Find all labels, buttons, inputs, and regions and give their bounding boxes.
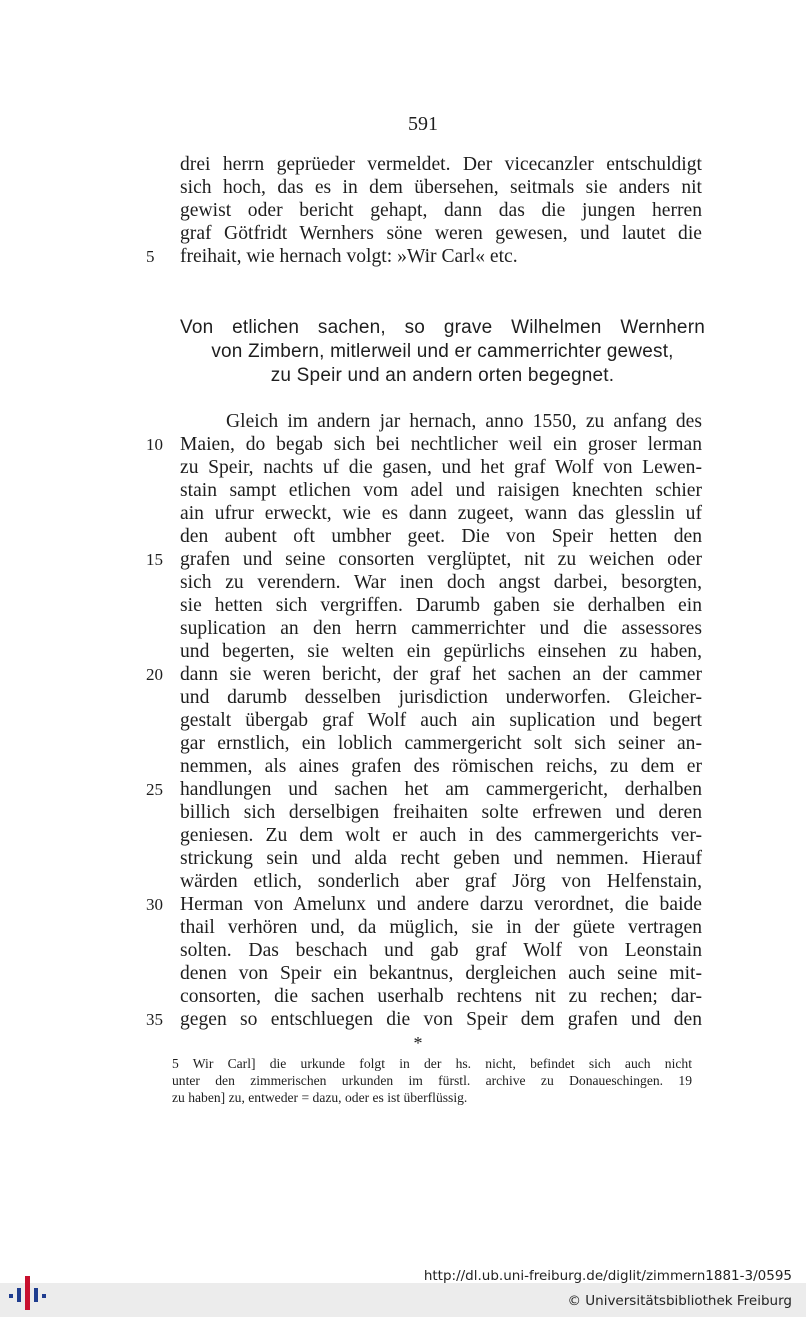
text-line	[180, 456, 702, 479]
line-text: zu Speir, nachts uf die gasen, und het graf Wolf von Lewen-	[180, 457, 702, 478]
line-text: gewist oder bericht gehapt, dann das die jungen herren	[180, 200, 702, 221]
text-line	[146, 1008, 702, 1031]
footnotes	[172, 1055, 692, 1106]
line-text: und darumb desselben jurisdiction underworfen. Gleicher-	[180, 687, 702, 708]
line-text: geniesen. Zu dem wolt er auch in des cammergerichts ver-	[180, 825, 702, 846]
heading-line-3: zu Speir und an andern orten begegnet.	[270, 365, 615, 386]
text-line	[180, 199, 702, 222]
line-text: Herman von Amelunx und andere darzu verordnet, die baide	[180, 894, 702, 915]
line-text: freihait, wie hernach volgt: »Wir Carl« etc.	[180, 246, 518, 267]
line-number: 15	[146, 550, 163, 569]
line-text: solten. Das beschach und gab graf Wolf von Leonstain	[180, 940, 702, 961]
line-text: dann sie weren bericht, der graf het sachen an der cammer	[180, 664, 702, 685]
line-number: 20	[146, 665, 163, 684]
section-heading	[180, 316, 705, 388]
text-line	[180, 847, 702, 870]
line-text: graf Götfridt Wernhers söne weren gewesen, und lautet die	[180, 223, 702, 244]
line-text: Gleich im andern jar hernach, anno 1550, zu anfang des	[226, 411, 702, 432]
footnote-line: unter den zimmerischen urkunden im fürstl. archive zu Donaueschingen. 19	[172, 1073, 692, 1088]
text-line	[180, 502, 702, 525]
text-line	[180, 153, 702, 176]
text-line	[146, 245, 702, 268]
text-line	[180, 755, 702, 778]
body-text-block	[146, 410, 702, 1031]
line-text: sich zu verendern. War inen doch angst darbei, besorgten,	[180, 572, 702, 593]
line-text: sich hoch, das es in dem übersehen, seitmals sie anders nit	[180, 177, 702, 198]
text-line	[180, 617, 702, 640]
section-asterisk: *	[413, 1033, 423, 1053]
text-line	[146, 548, 702, 571]
text-line	[146, 893, 702, 916]
line-text: und begerten, sie welten ein gepürlichs einsehen zu haben,	[180, 641, 702, 662]
logo-bar	[34, 1288, 38, 1302]
text-line	[180, 525, 702, 548]
text-line	[180, 410, 702, 433]
text-line	[180, 962, 702, 985]
text-line	[180, 985, 702, 1008]
line-text: billich sich derselbigen freihaiten solte erfrewen und deren	[180, 802, 702, 823]
text-line	[180, 801, 702, 824]
footnote-line: 5 Wir Carl] die urkunde folgt in der hs. nicht, befindet sich auch nicht	[172, 1056, 692, 1071]
line-number: 10	[146, 435, 163, 454]
line-text: nemmen, als aines grafen des römischen reichs, zu dem er	[180, 756, 702, 777]
line-text: ain ufrur erweckt, wie es dann zugeet, wann das glesslin uf	[180, 503, 702, 524]
text-line	[180, 732, 702, 755]
text-line	[180, 222, 702, 245]
footnote-line: zu haben] zu, entweder = dazu, oder es ist überflüssig.	[172, 1090, 468, 1105]
logo-bar	[17, 1288, 21, 1302]
heading-line-2: von Zimbern, mitlerweil und er cammerrichter gewest,	[211, 341, 674, 362]
line-text: strickung sein und alda recht geben und nemmen. Hierauf	[180, 848, 702, 869]
line-text: Maien, do begab sich bei nechtlicher weil ein groser lerman	[180, 434, 702, 455]
line-number: 30	[146, 895, 163, 914]
page-number: 591	[408, 113, 438, 135]
text-line	[180, 709, 702, 732]
line-text: handlungen und sachen het am cammergericht, derhalben	[180, 779, 702, 800]
line-number: 5	[146, 247, 155, 266]
line-text: gegen so entschluegen die von Speir dem grafen und den	[180, 1009, 702, 1030]
source-url-link[interactable]: http://dl.ub.uni-freiburg.de/diglit/zimmern1881-3/0595	[423, 1268, 792, 1284]
text-line	[180, 686, 702, 709]
text-line	[180, 640, 702, 663]
text-line	[146, 778, 702, 801]
line-text: den aubent oft umbher geet. Die von Speir hetten den	[180, 526, 702, 547]
line-text: grafen und seine consorten verglüptet, nit zu weichen oder	[180, 549, 702, 570]
ub-freiburg-logo-icon[interactable]	[9, 1270, 55, 1310]
line-text: wärden etlich, sonderlich aber graf Jörg von Helfenstain,	[180, 871, 702, 892]
text-line	[180, 824, 702, 847]
text-line	[180, 916, 702, 939]
text-line	[180, 571, 702, 594]
text-line	[180, 939, 702, 962]
line-text: stain sampt etlichen vom adel und raisigen knechten schier	[180, 480, 702, 501]
line-text: gestalt übergab graf Wolf auch ain suplication und begert	[180, 710, 702, 731]
line-text: sie hetten sich vergriffen. Darumb gaben sie derhalben ein	[180, 595, 702, 616]
text-line	[146, 433, 702, 456]
logo-bar	[25, 1276, 30, 1310]
line-number: 25	[146, 780, 163, 799]
line-number: 35	[146, 1010, 163, 1029]
heading-line-1: Von etlichen sachen, so grave Wilhelmen Wernhern	[180, 317, 705, 338]
text-line	[180, 594, 702, 617]
line-text: drei herrn geprüeder vermeldet. Der vicecanzler entschuldigt	[180, 154, 702, 175]
text-line	[180, 479, 702, 502]
logo-bar	[42, 1294, 46, 1298]
top-text-block	[146, 153, 702, 268]
line-text: consorten, die sachen userhalb rechtens nit zu rechen; dar-	[180, 986, 702, 1007]
line-text: thail verhören und, da müglich, sie in der güete vertragen	[180, 917, 702, 938]
text-line	[146, 663, 702, 686]
copyright-text: © Universitätsbibliothek Freiburg	[567, 1293, 792, 1309]
logo-bar	[9, 1294, 13, 1298]
line-text: denen von Speir ein bekantnus, dergleichen auch seine mit-	[180, 963, 702, 984]
line-text: gar ernstlich, ein loblich cammergericht solt sich seiner an-	[180, 733, 702, 754]
line-text: suplication an den herrn cammerrichter und die assessores	[180, 618, 702, 639]
text-line	[180, 176, 702, 199]
text-line	[180, 870, 702, 893]
